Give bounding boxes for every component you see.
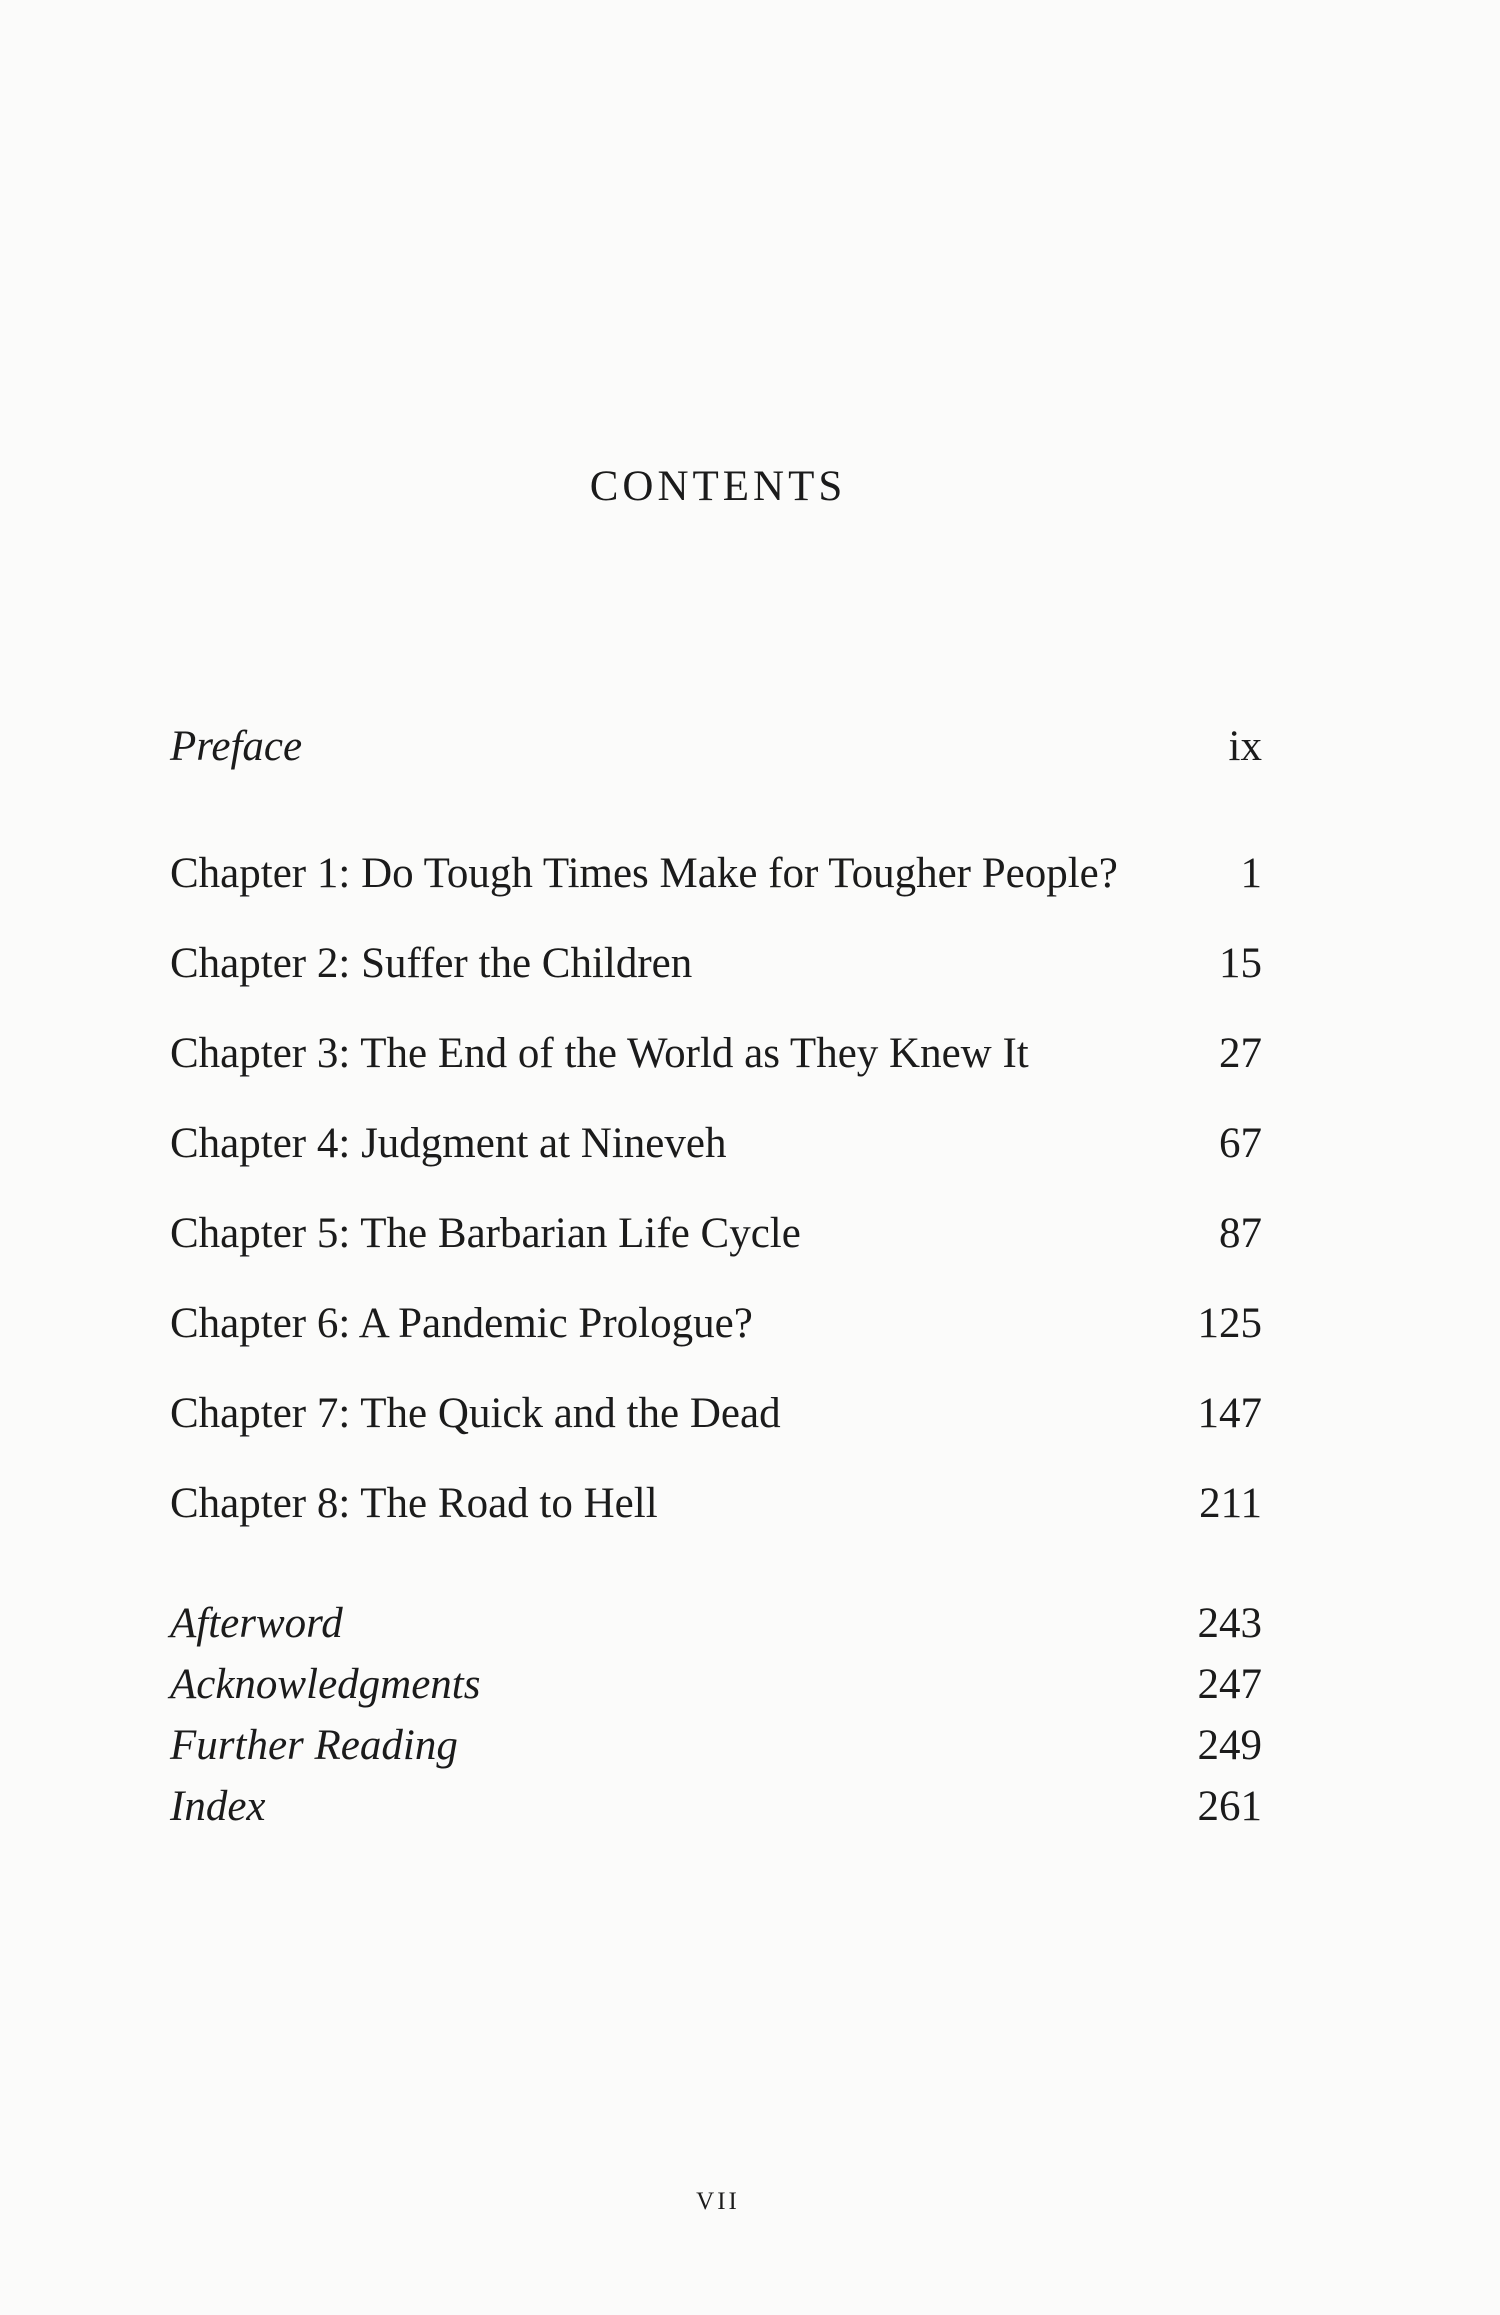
toc-entry-label: Chapter 2: Suffer the Children [170, 940, 693, 987]
toc-entry-page: 211 [1199, 1480, 1262, 1527]
toc-entry-page: 125 [1197, 1300, 1262, 1347]
toc-entry-page: 87 [1219, 1210, 1262, 1257]
toc-entry-page: 261 [1197, 1783, 1262, 1830]
toc-entry-page: ix [1228, 723, 1262, 770]
toc-entry-chapter-1 [170, 849, 1262, 899]
toc-entry-chapter-7 [170, 1389, 1262, 1439]
toc-entry-label: Chapter 8: The Road to Hell [170, 1480, 658, 1527]
toc-entry-page: 1 [1240, 850, 1262, 897]
toc-entry-label: Chapter 3: The End of the World as They Knew It [170, 1030, 1029, 1077]
toc-entry-page: 67 [1219, 1120, 1262, 1167]
toc-entry-page: 147 [1197, 1390, 1262, 1437]
toc-entry-chapter-6 [170, 1299, 1262, 1349]
page-folio: VII [696, 2188, 740, 2215]
toc-entry-acknowledgments [170, 1660, 1262, 1710]
toc-entry-chapter-4 [170, 1119, 1262, 1169]
toc-entry-page: 243 [1197, 1600, 1262, 1647]
toc-entry-further-reading [170, 1721, 1262, 1771]
toc-entry-chapter-5 [170, 1209, 1262, 1259]
toc-entry-page: 27 [1219, 1030, 1262, 1077]
toc-entry-chapter-3 [170, 1029, 1262, 1079]
toc-entry-page: 247 [1197, 1661, 1262, 1708]
toc-entry-afterword [170, 1599, 1262, 1649]
toc-entry-page: 15 [1219, 940, 1262, 987]
toc-entry-label: Chapter 1: Do Tough Times Make for Tougher People? [170, 850, 1118, 897]
toc-entry-label: Further Reading [170, 1722, 458, 1769]
toc-entry-index [170, 1782, 1262, 1832]
toc-entry-label: Chapter 4: Judgment at Nineveh [170, 1120, 727, 1167]
page-title: CONTENTS [589, 463, 847, 510]
toc-entry-page: 249 [1197, 1722, 1262, 1769]
toc-entry-preface [170, 722, 1262, 772]
toc-entry-label: Preface [170, 723, 303, 770]
toc-entry-chapter-8 [170, 1479, 1262, 1529]
toc-entry-label: Chapter 6: A Pandemic Prologue? [170, 1300, 753, 1347]
toc-entry-label: Chapter 7: The Quick and the Dead [170, 1390, 781, 1437]
toc-entry-label: Index [170, 1783, 266, 1830]
toc-entry-label: Acknowledgments [170, 1661, 481, 1708]
toc-entry-label: Chapter 5: The Barbarian Life Cycle [170, 1210, 801, 1257]
toc-entry-chapter-2 [170, 939, 1262, 989]
toc-entry-label: Afterword [170, 1600, 343, 1647]
